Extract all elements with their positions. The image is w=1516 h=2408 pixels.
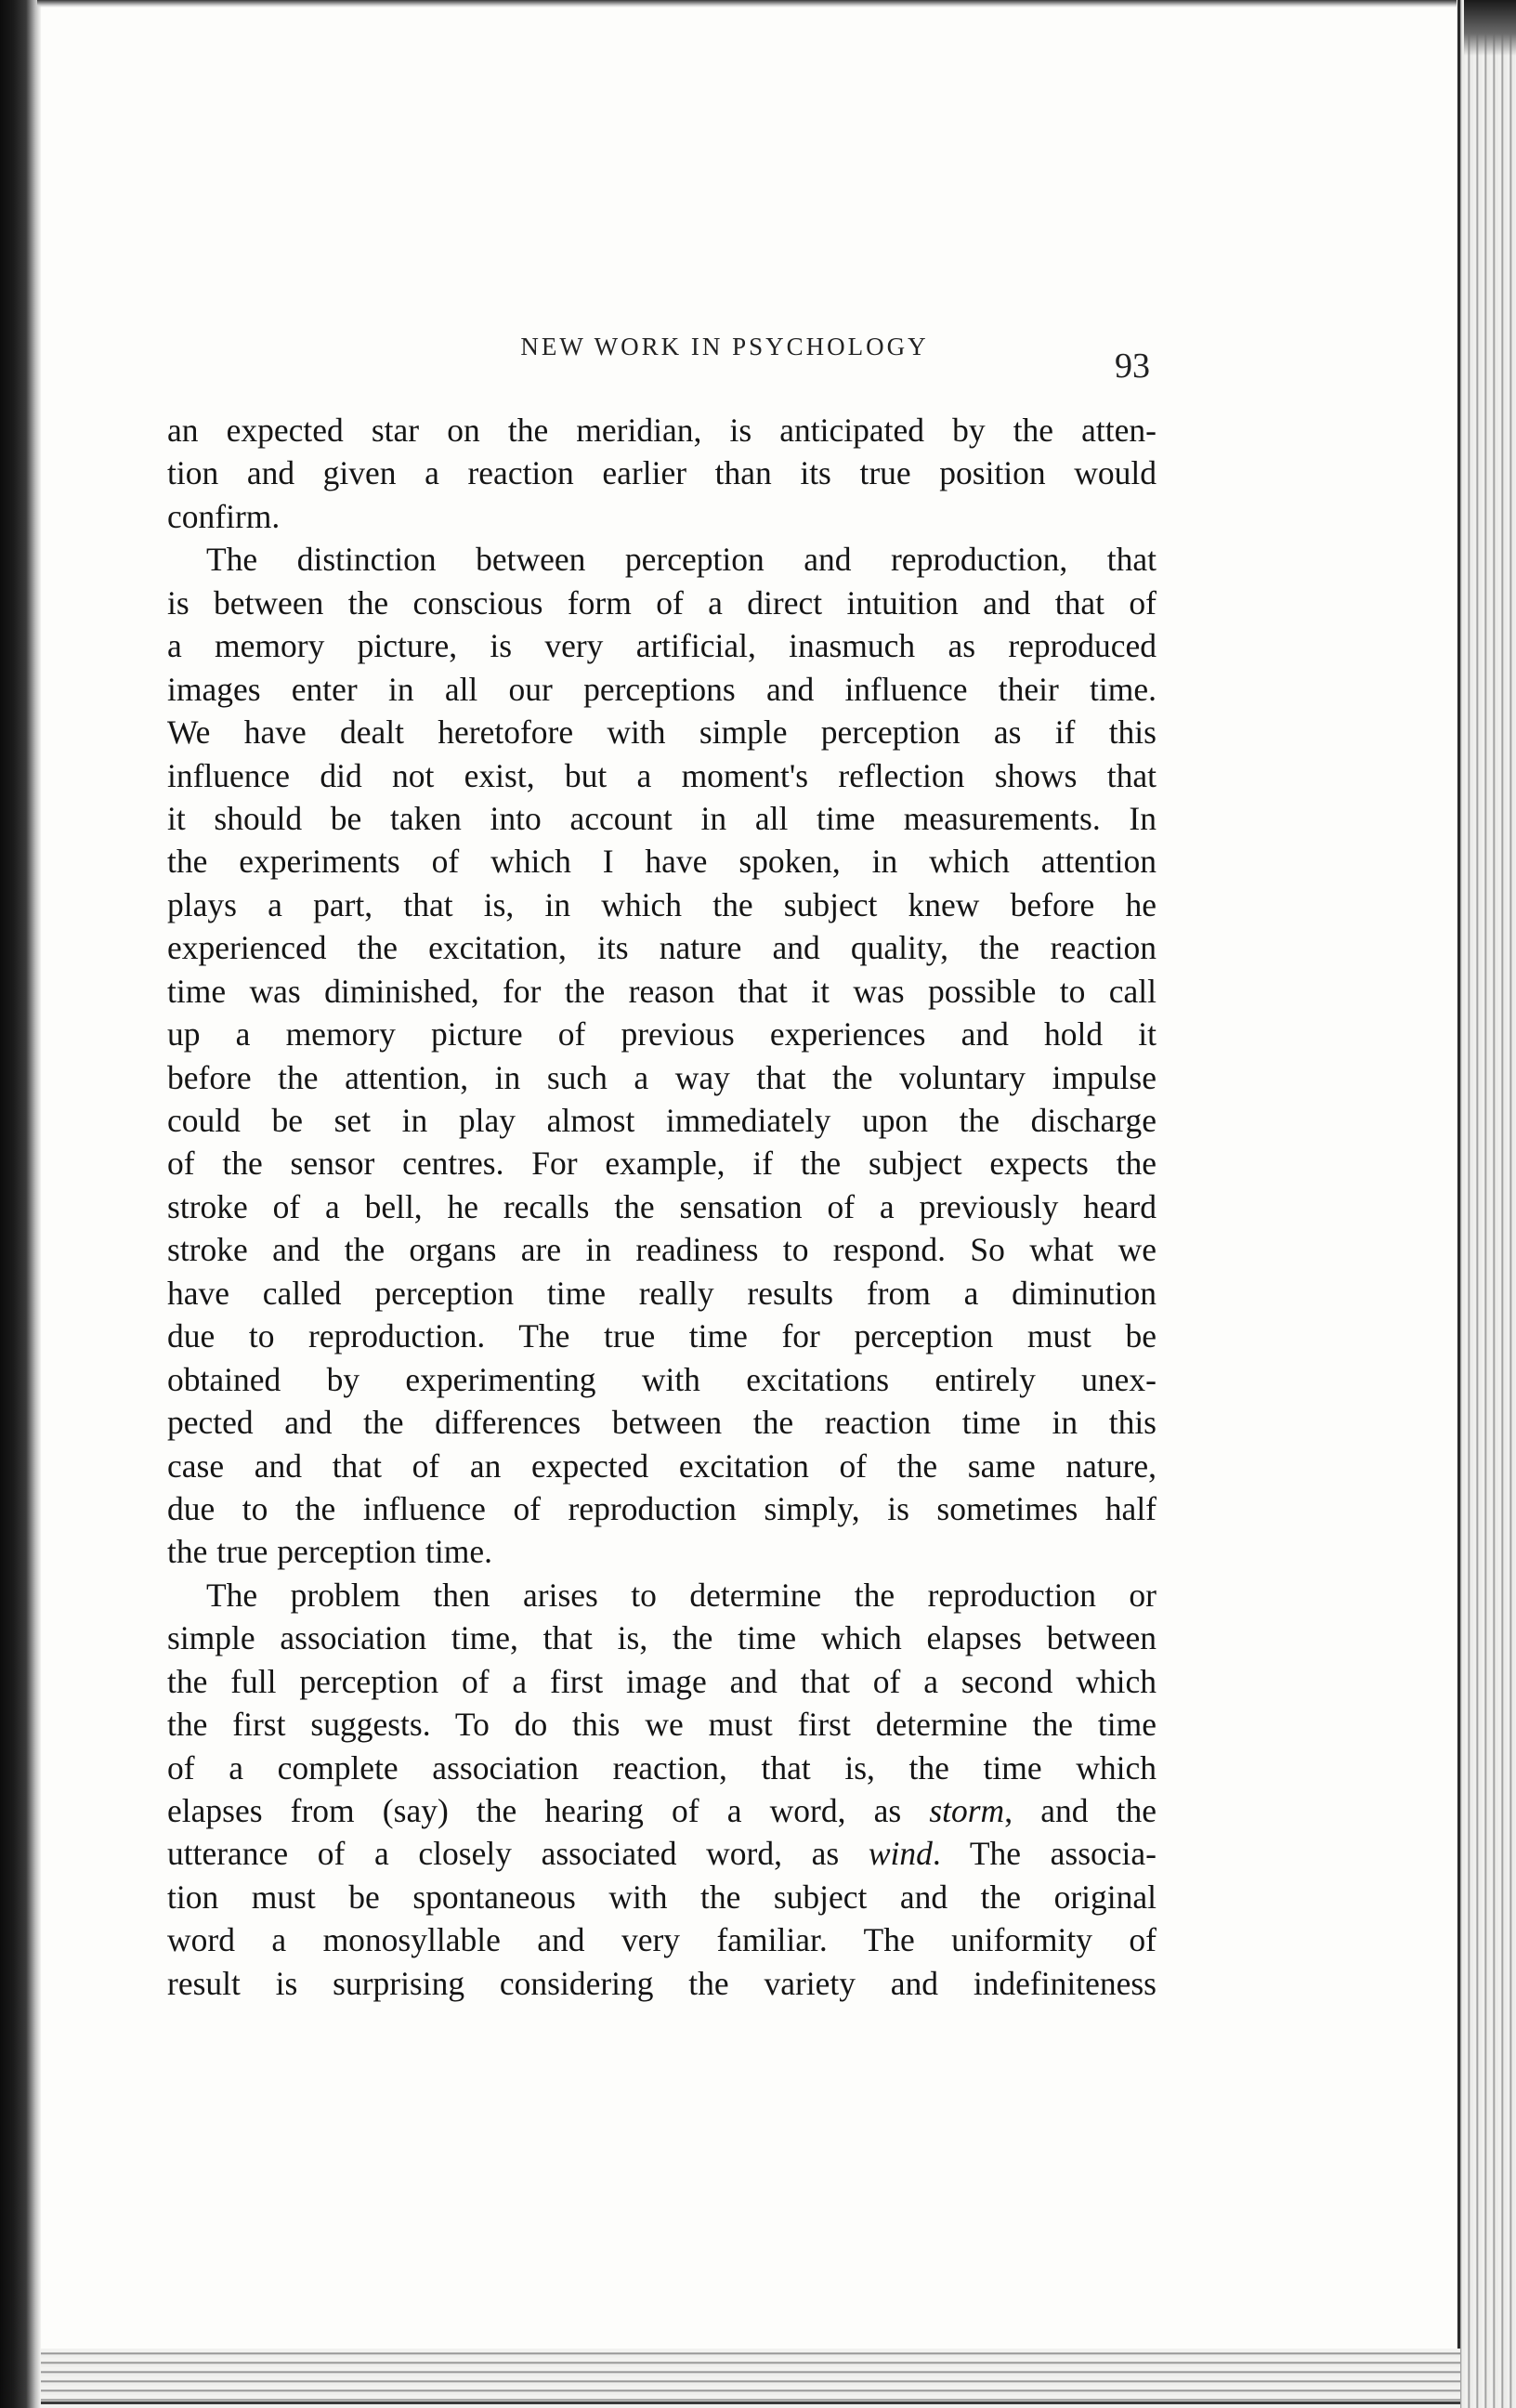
text-line: of a complete association reaction, that is, the time which (167, 1748, 1157, 1786)
text-line: due to the influence of reproduction simply, is sometimes half (167, 1489, 1157, 1527)
paragraph (167, 1574, 1157, 2005)
text-line: is between the conscious form of a direct intuition and that of (167, 583, 1157, 622)
text-line: tion must be spontaneous with the subject and the original (167, 1878, 1157, 1916)
text-line: result is surprising considering the variety and indefiniteness (167, 1964, 1157, 2002)
text-line: obtained by experimenting with excitations entirely unex- (167, 1360, 1157, 1398)
text-line: an expected star on the meridian, is anticipated by the atten- (167, 412, 1157, 449)
text-line: The distinction between perception and reproduction, that (206, 541, 1157, 579)
text-line: images enter in all our perceptions and influence their time. (167, 670, 1157, 708)
text-line: tion and given a reaction earlier than its true position would (167, 454, 1157, 492)
text-line: before the attention, in such a way that the voluntary impulse (167, 1058, 1157, 1096)
running-head: NEW WORK IN PSYCHOLOGY (520, 333, 929, 360)
text-line: word a monosyllable and very familiar. The uniformity of (167, 1921, 1157, 1959)
italic-term: storm (929, 1792, 1005, 1829)
right-page-stack-edge (1457, 0, 1516, 2408)
text-line: of the sensor centres. For example, if the subject expects the (167, 1145, 1157, 1183)
paragraph (167, 538, 1157, 1574)
body-text (167, 409, 1157, 2005)
text-line: utterance of a closely associated word, as wind. The associa- (167, 1835, 1157, 1873)
text-line: time was diminished, for the reason that it was possible to call (167, 972, 1157, 1010)
text-line: The problem then arises to determine the reproduction or (206, 1576, 1157, 1614)
text-line: elapses from (say) the hearing of a word, as storm, and the (167, 1792, 1157, 1829)
text-line: the full perception of a first image and that of a second which (167, 1662, 1157, 1700)
text-line: up a memory picture of previous experiences and hold it (167, 1015, 1157, 1054)
text-line: the first suggests. To do this we must first determine the time (167, 1706, 1157, 1744)
text-line: plays a part, that is, in which the subject knew before he (167, 885, 1157, 923)
left-binding-edge (0, 0, 41, 2408)
text-line: have called perception time really results from a diminution (167, 1274, 1157, 1312)
page-number: 93 (1115, 347, 1150, 386)
bottom-page-border (41, 2401, 1460, 2404)
text-line: pected and the differences between the reaction time in this (167, 1404, 1157, 1442)
text-line: stroke of a bell, he recalls the sensation of a previously heard (167, 1187, 1157, 1225)
text-line: a memory picture, is very artificial, inasmuch as reproduced (167, 627, 1157, 665)
text-line: due to reproduction. The true time for perception must be (167, 1317, 1157, 1355)
text-line: experienced the excitation, its nature and quality, the reaction (167, 929, 1157, 967)
text-line: could be set in play almost immediately upon the discharge (167, 1102, 1157, 1139)
text-line: the true perception time. (167, 1533, 492, 1571)
bottom-page-stack-edge (41, 2349, 1460, 2408)
right-corner-shadow (1464, 0, 1516, 56)
text-line: stroke and the organs are in readiness to respond. So what we (167, 1231, 1157, 1269)
text-line: confirm. (167, 497, 281, 535)
top-page-edge (37, 0, 1486, 7)
text-line: case and that of an expected excitation of the same nature, (167, 1446, 1157, 1485)
paragraph (167, 409, 1157, 538)
right-page-border (1457, 0, 1460, 2408)
italic-term: wind (868, 1835, 933, 1873)
text-line: We have dealt heretofore with simple perception as if this (167, 713, 1157, 752)
text-line: simple association time, that is, the time which elapses between (167, 1619, 1157, 1657)
text-line: it should be taken into account in all time measurements. In (167, 799, 1157, 837)
text-line: influence did not exist, but a moment's reflection shows that (167, 756, 1157, 794)
text-line: the experiments of which I have spoken, in which attention (167, 843, 1157, 881)
